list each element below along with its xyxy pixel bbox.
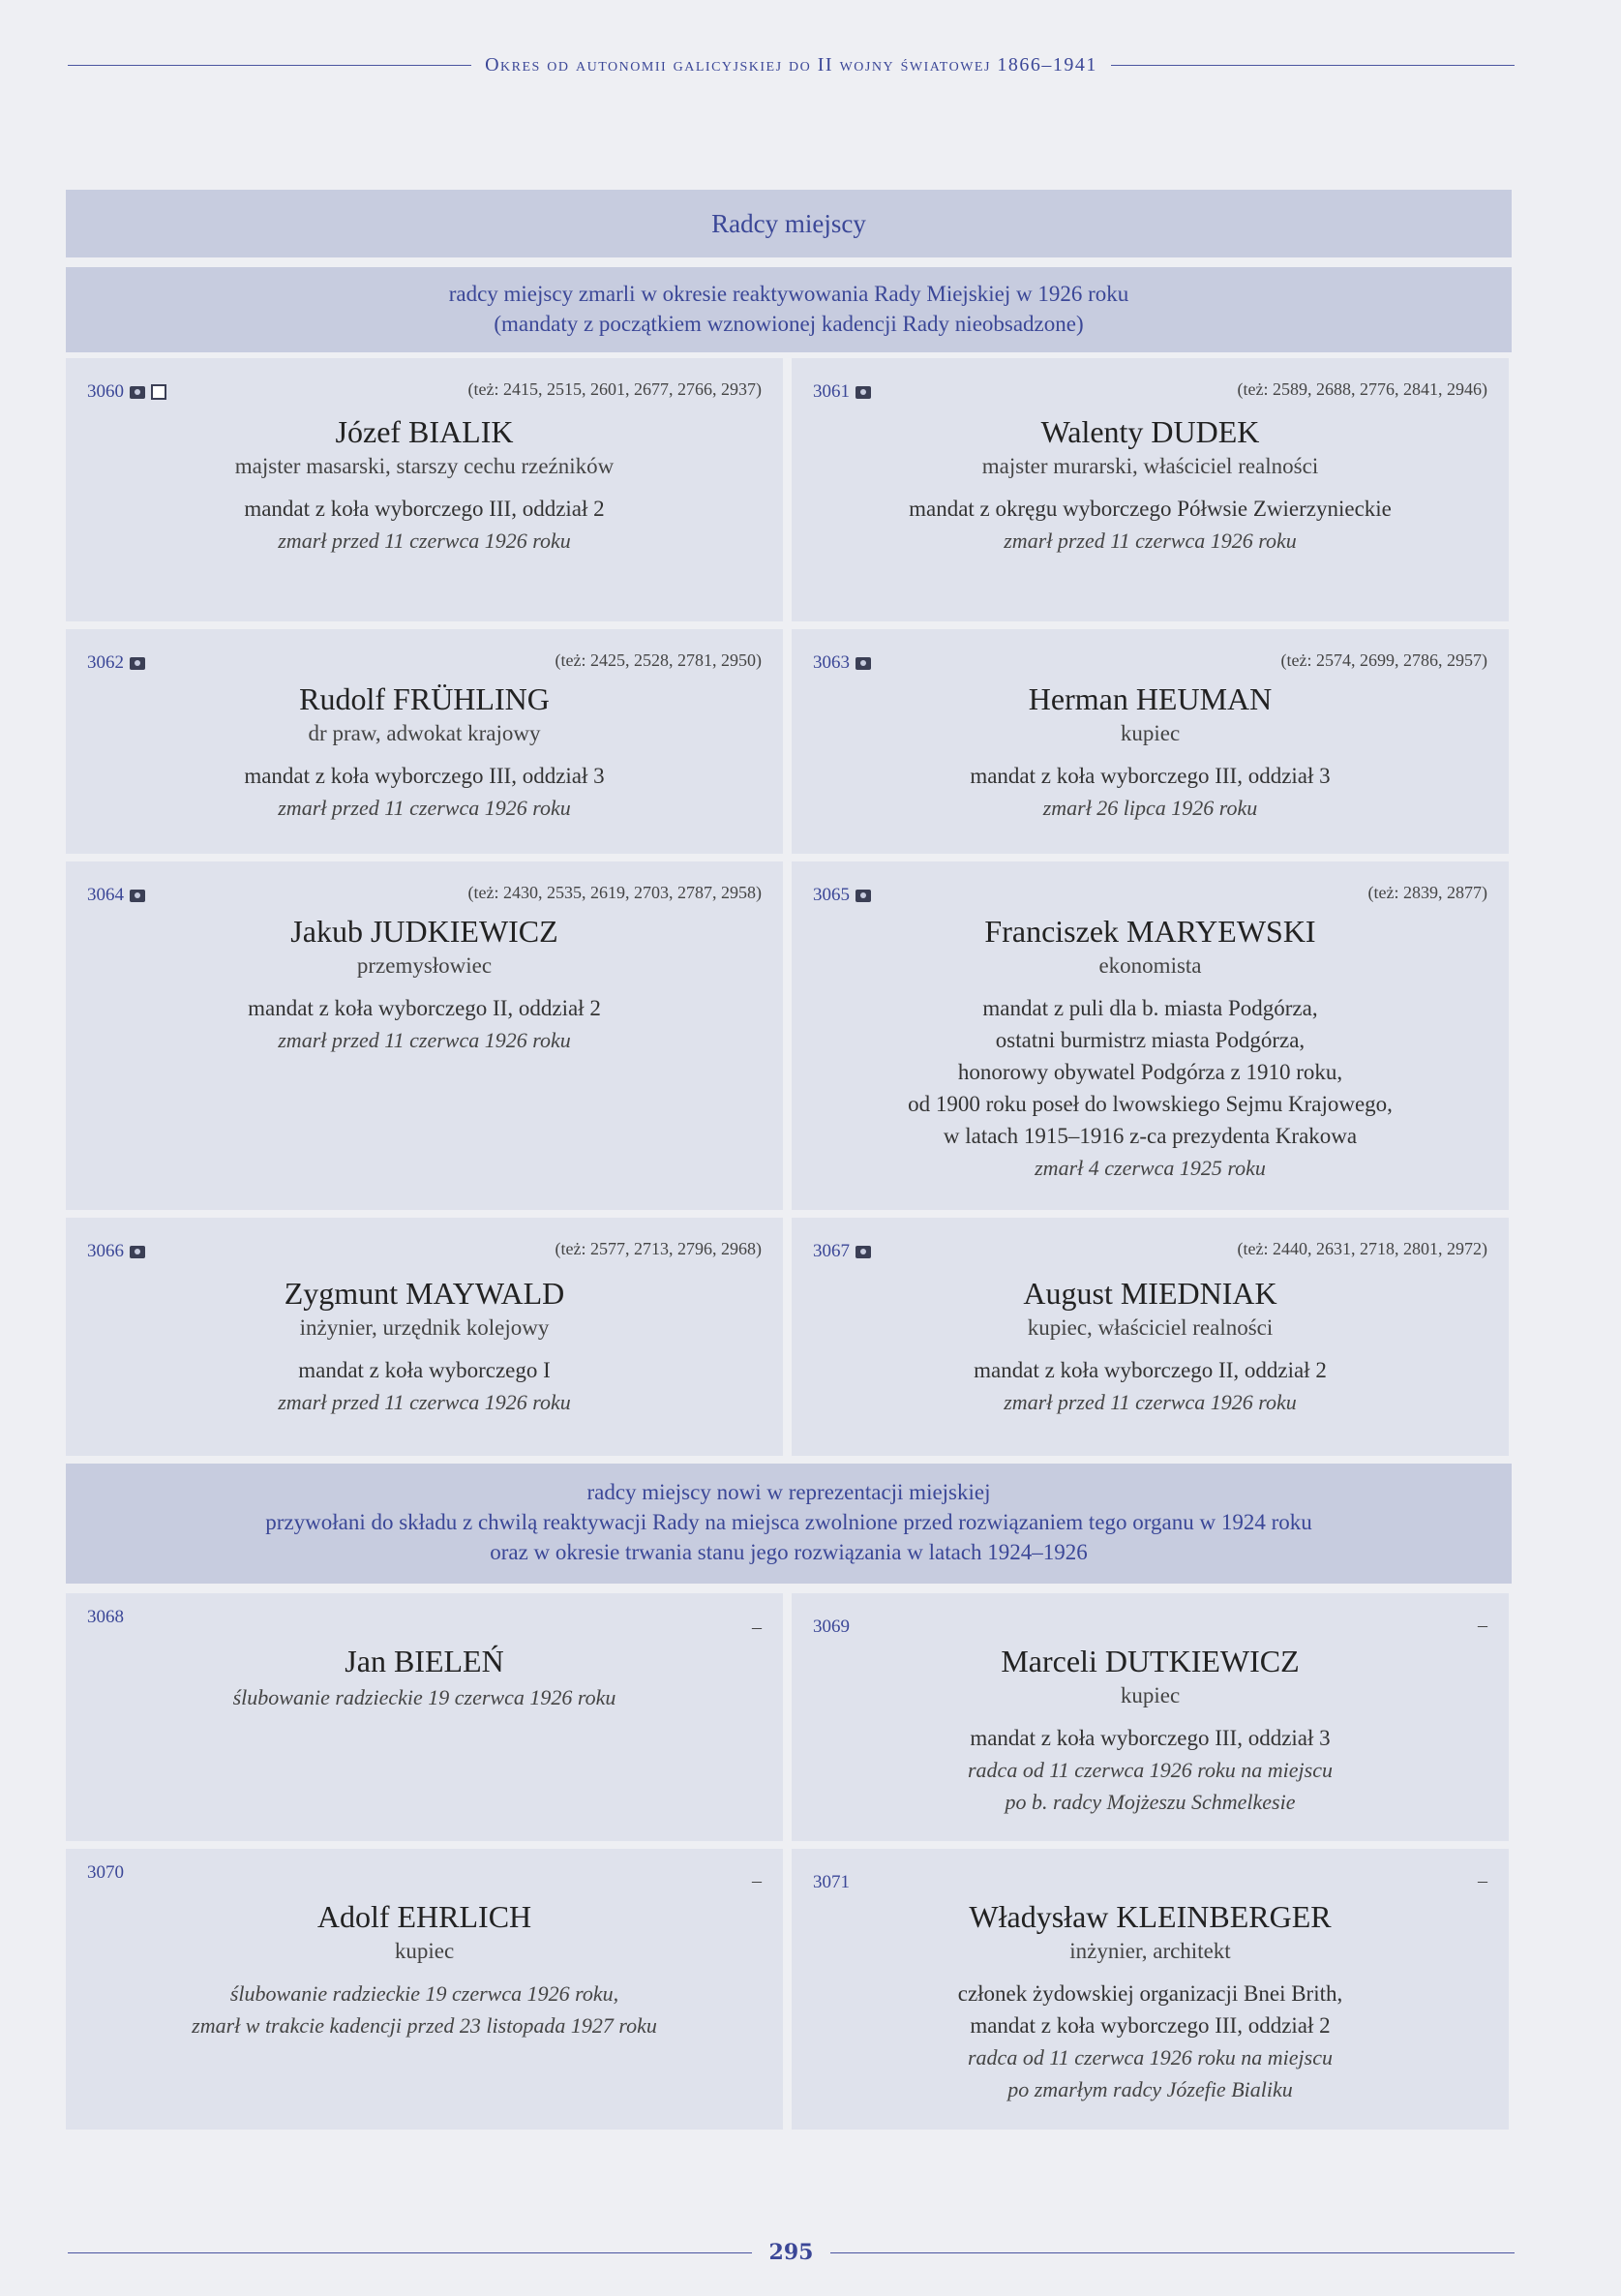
entry-death: zmarł przed 11 czerwca 1926 roku <box>278 796 571 820</box>
entry-refs: (też: 2415, 2515, 2601, 2677, 2766, 2937) <box>467 379 762 399</box>
subsection-new-line3: oraz w okresie trwania stanu jego rozwiązania w latach 1924–1926 <box>490 1540 1088 1564</box>
subsection-new <box>66 1464 1512 1584</box>
photo-icon <box>130 657 145 670</box>
entry-death: zmarł przed 11 czerwca 1926 roku <box>278 1390 571 1414</box>
entry-profession: majster masarski, starszy cechu rzeźników <box>234 454 615 478</box>
entry-card-3065 <box>792 861 1509 1210</box>
running-header <box>68 50 1515 79</box>
entry-card-3064 <box>66 861 783 1210</box>
entry-number: 3062 <box>87 652 124 673</box>
entry-refs: (też: 2574, 2699, 2786, 2957) <box>1280 650 1487 670</box>
entry-number: 3071 <box>813 1872 850 1892</box>
photo-icon <box>130 1246 145 1258</box>
entry-name: Adolf EHRLICH <box>316 1899 532 1934</box>
entry-death: zmarł przed 11 czerwca 1926 roku <box>278 529 571 553</box>
entry-death: zmarł 4 czerwca 1925 roku <box>1035 1156 1266 1180</box>
page-footer <box>68 2238 1515 2267</box>
entry-oath: ślubowanie radzieckie 19 czerwca 1926 roku <box>232 1685 616 1709</box>
subsection-deceased-line1: radcy miejscy zmarli w okresie reaktywowania Rady Miejskiej w 1926 roku <box>448 282 1129 306</box>
entry-mandate: mandat z koła wyborczego I <box>298 1358 551 1382</box>
entry-profession: inżynier, urzędnik kolejowy <box>299 1315 550 1340</box>
entry-refs: (też: 2589, 2688, 2776, 2841, 2946) <box>1237 379 1487 399</box>
entry-refs: – <box>752 1616 762 1638</box>
entry-card-3068 <box>66 1593 783 1841</box>
entry-mandate: mandat z okręgu wyborczego Półwsie Zwierzynieckie <box>909 497 1392 521</box>
footer-rule-left <box>68 2252 752 2253</box>
entry-note: po b. radcy Mojżeszu Schmelkesie <box>1005 1790 1296 1814</box>
entry-refs: – <box>752 1870 762 1891</box>
entry-number: 3064 <box>87 885 124 905</box>
footer-rule-right <box>830 2252 1515 2253</box>
entry-mandate: mandat z koła wyborczego III, oddział 2 <box>244 497 605 521</box>
entry-name: Władysław KLEINBERGER <box>969 1899 1332 1934</box>
photo-icon <box>130 890 145 902</box>
entry-mandate-line: honorowy obywatel Podgórza z 1910 roku, <box>957 1060 1343 1084</box>
entry-refs: – <box>1478 1615 1487 1636</box>
entry-name: Józef BIALIK <box>335 414 514 449</box>
entry-mandate: mandat z koła wyborczego II, oddział 2 <box>974 1358 1327 1382</box>
entry-death: zmarł 26 lipca 1926 roku <box>1042 796 1258 820</box>
entry-name: Rudolf FRÜHLING <box>299 681 550 716</box>
entry-refs: (też: 2839, 2877) <box>1367 883 1487 902</box>
section-title: Radcy miejscy <box>66 190 1512 257</box>
entry-mandate-line: od 1900 roku poseł do lwowskiego Sejmu Krajowego, <box>908 1092 1393 1116</box>
entry-profession: majster murarski, właściciel realności <box>981 454 1319 478</box>
entry-refs: (też: 2440, 2631, 2718, 2801, 2972) <box>1237 1239 1487 1258</box>
entry-card-3062 <box>66 629 783 854</box>
square-icon <box>151 384 166 400</box>
entry-card-3061 <box>792 358 1509 621</box>
entry-name: Walenty DUDEK <box>1040 414 1260 449</box>
entry-mandate-line: ostatni burmistrz miasta Podgórza, <box>995 1028 1306 1052</box>
entry-name: Zygmunt MAYWALD <box>284 1276 565 1311</box>
photo-icon <box>856 1246 871 1258</box>
entry-profession: kupiec <box>394 1939 455 1963</box>
entry-mandate: mandat z koła wyborczego II, oddział 2 <box>248 996 601 1020</box>
entry-number: 3063 <box>813 652 850 673</box>
entry-mandate-line: w latach 1915–1916 z-ca prezydenta Krakowa <box>943 1124 1358 1148</box>
page-number: 295 <box>768 2240 814 2265</box>
entry-profession: inżynier, architekt <box>1069 1939 1231 1963</box>
entry-refs: (też: 2430, 2535, 2619, 2703, 2787, 2958) <box>467 883 762 902</box>
entry-profession: dr praw, adwokat krajowy <box>308 721 541 745</box>
entry-name: Franciszek MARYEWSKI <box>984 914 1316 949</box>
entry-card-3071 <box>792 1849 1509 2130</box>
entry-refs: (też: 2577, 2713, 2796, 2968) <box>555 1239 762 1258</box>
entry-note: po zmarłym radcy Józefie Bialiku <box>1007 2077 1293 2101</box>
entry-profession: kupiec, właściciel realności <box>1027 1315 1274 1340</box>
entry-mandate: mandat z koła wyborczego III, oddział 3 <box>970 764 1331 788</box>
entry-mandate: mandat z koła wyborczego III, oddział 2 <box>970 2013 1331 2038</box>
entry-note: ślubowanie radzieckie 19 czerwca 1926 roku, <box>229 1981 619 2006</box>
entry-membership: członek żydowskiej organizacji Bnei Brith, <box>957 1981 1343 2006</box>
entry-profession: kupiec <box>1120 1683 1181 1707</box>
photo-icon <box>130 386 145 399</box>
entry-refs: (też: 2425, 2528, 2781, 2950) <box>555 650 762 670</box>
entry-card-3069 <box>792 1593 1509 1841</box>
entry-name: Jan BIELEŃ <box>345 1644 504 1678</box>
entry-number: 3069 <box>813 1616 850 1637</box>
entry-number: 3065 <box>813 885 850 905</box>
header-rule-right <box>1111 65 1515 66</box>
entry-card-3066 <box>66 1218 783 1456</box>
entry-note: zmarł w trakcie kadencji przed 23 listopada 1927 roku <box>192 2013 657 2038</box>
header-rule-left <box>68 65 471 66</box>
entry-name: August MIEDNIAK <box>1023 1276 1277 1311</box>
photo-icon <box>856 657 871 670</box>
entry-number: 3070 <box>87 1862 124 1883</box>
entry-mandate-line: mandat z puli dla b. miasta Podgórza, <box>982 996 1318 1020</box>
entry-death: zmarł przed 11 czerwca 1926 roku <box>1004 529 1297 553</box>
entry-name: Herman HEUMAN <box>1028 681 1273 716</box>
entry-profession: kupiec <box>1120 721 1181 745</box>
photo-icon <box>856 890 871 902</box>
entry-profession: przemysłowiec <box>356 953 493 978</box>
entry-death: zmarł przed 11 czerwca 1926 roku <box>1004 1390 1297 1414</box>
entry-number: 3067 <box>813 1241 850 1261</box>
entry-number: 3068 <box>87 1607 124 1627</box>
running-title: Okres od autonomii galicyjskiej do II wojny światowej 1866–1941 <box>485 53 1097 76</box>
subsection-new-line1: radcy miejscy nowi w reprezentacji miejskiej <box>586 1480 991 1504</box>
entry-death: zmarł przed 11 czerwca 1926 roku <box>278 1028 571 1052</box>
entry-card-3060 <box>66 358 783 621</box>
entry-card-3070 <box>66 1849 783 2130</box>
entry-profession: ekonomista <box>1098 953 1202 978</box>
entry-name: Jakub JUDKIEWICZ <box>290 914 558 949</box>
photo-icon <box>856 386 871 399</box>
entry-card-3067 <box>792 1218 1509 1456</box>
entry-number: 3061 <box>813 381 850 402</box>
entry-mandate: mandat z koła wyborczego III, oddział 3 <box>970 1726 1331 1750</box>
subsection-new-line2: przywołani do składu z chwilą reaktywacji Rady na miejsca zwolnione przed rozwiązaniem tego organu w 1924 roku <box>265 1510 1312 1534</box>
entry-refs: – <box>1478 1870 1487 1891</box>
subsection-deceased-line2: (mandaty z początkiem wznowionej kadencji Rady nieobsadzone) <box>494 312 1084 336</box>
entry-mandate: mandat z koła wyborczego III, oddział 3 <box>244 764 605 788</box>
entry-note: radca od 11 czerwca 1926 roku na miejscu <box>968 1758 1333 1782</box>
entry-number: 3060 <box>87 381 124 402</box>
subsection-deceased <box>66 267 1512 352</box>
entry-name: Marceli DUTKIEWICZ <box>1001 1644 1300 1678</box>
entry-number: 3066 <box>87 1241 124 1261</box>
entry-note: radca od 11 czerwca 1926 roku na miejscu <box>968 2045 1333 2069</box>
entry-card-3063 <box>792 629 1509 854</box>
